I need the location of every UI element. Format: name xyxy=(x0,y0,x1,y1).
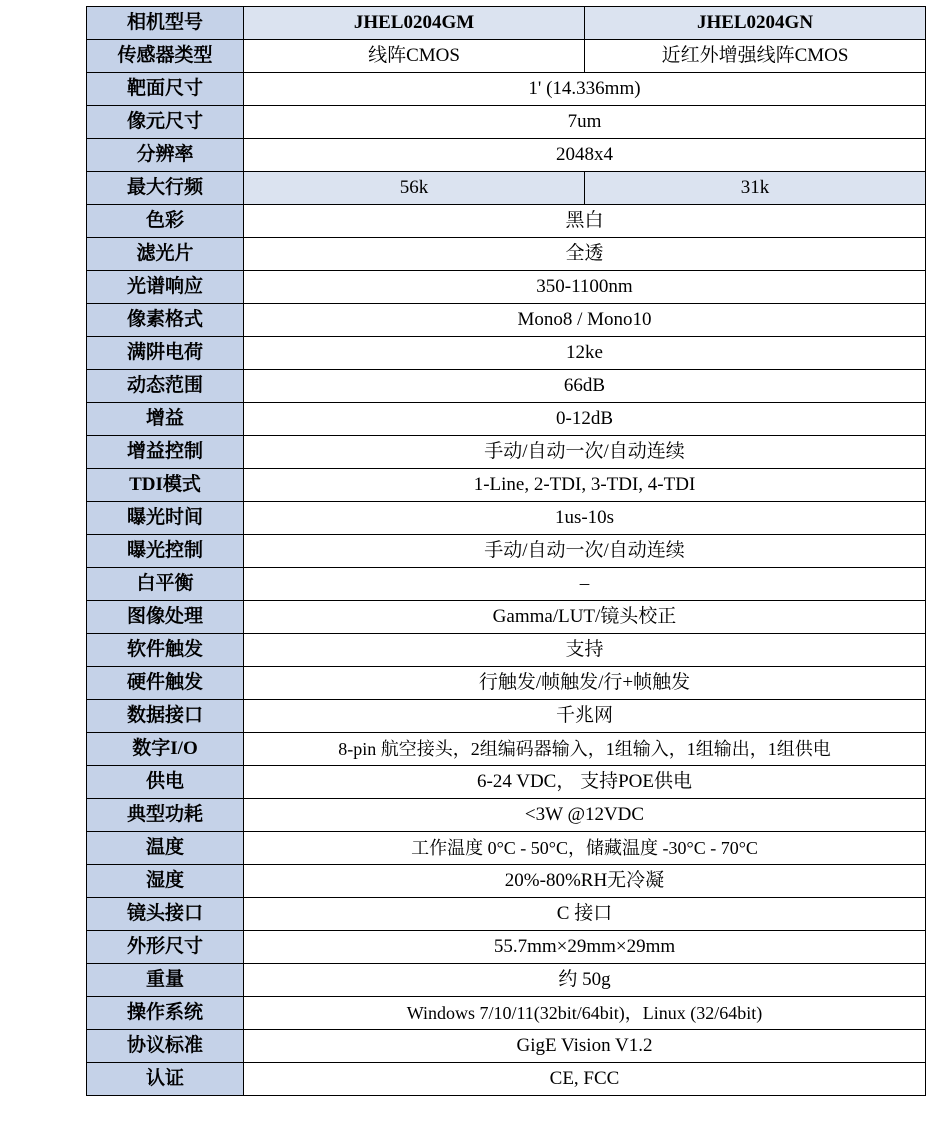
table-row xyxy=(87,700,926,733)
row-label: 最大行频 xyxy=(87,172,244,205)
table-row xyxy=(87,139,926,172)
row-label: 数字I/O xyxy=(87,733,244,766)
row-value: 12ke xyxy=(244,337,926,370)
row-value: 1us-10s xyxy=(244,502,926,535)
table-row xyxy=(87,634,926,667)
row-value: 支持 xyxy=(244,634,926,667)
row-label: 认证 xyxy=(87,1063,244,1096)
row-value: 1-Line, 2-TDI, 3-TDI, 4-TDI xyxy=(244,469,926,502)
row-label: 操作系统 xyxy=(87,997,244,1030)
row-value: – xyxy=(244,568,926,601)
row-value: 350-1100nm xyxy=(244,271,926,304)
table-row xyxy=(87,7,926,40)
table-row xyxy=(87,733,926,766)
row-value: 0-12dB xyxy=(244,403,926,436)
table-row xyxy=(87,931,926,964)
row-label: 曝光时间 xyxy=(87,502,244,535)
table-row xyxy=(87,304,926,337)
row-value-gm: 56k xyxy=(244,172,585,205)
row-value-gn: 近红外增强线阵CMOS xyxy=(585,40,926,73)
row-label: 供电 xyxy=(87,766,244,799)
row-value: 20%-80%RH无冷凝 xyxy=(244,865,926,898)
table-row xyxy=(87,898,926,931)
row-value: 黑白 xyxy=(244,205,926,238)
table-row xyxy=(87,502,926,535)
row-value: 1' (14.336mm) xyxy=(244,73,926,106)
row-label: TDI模式 xyxy=(87,469,244,502)
row-label: 外形尺寸 xyxy=(87,931,244,964)
row-value: 7um xyxy=(244,106,926,139)
table-row xyxy=(87,601,926,634)
table-row xyxy=(87,568,926,601)
row-value: 行触发/帧触发/行+帧触发 xyxy=(244,667,926,700)
row-value: Windows 7/10/11(32bit/64bit)，Linux (32/64bit) xyxy=(244,997,926,1030)
table-row xyxy=(87,238,926,271)
row-label: 传感器类型 xyxy=(87,40,244,73)
row-value: 千兆网 xyxy=(244,700,926,733)
row-value-gn: 31k xyxy=(585,172,926,205)
row-label: 温度 xyxy=(87,832,244,865)
table-row xyxy=(87,403,926,436)
table-row xyxy=(87,766,926,799)
row-label: 靶面尺寸 xyxy=(87,73,244,106)
row-label: 增益控制 xyxy=(87,436,244,469)
row-value: 手动/自动一次/自动连续 xyxy=(244,535,926,568)
row-value: 全透 xyxy=(244,238,926,271)
row-value-gm: 线阵CMOS xyxy=(244,40,585,73)
row-value-gm: JHEL0204GM xyxy=(244,7,585,40)
row-label: 动态范围 xyxy=(87,370,244,403)
table-row xyxy=(87,997,926,1030)
table-row xyxy=(87,436,926,469)
row-value: CE, FCC xyxy=(244,1063,926,1096)
spec-table-body xyxy=(87,7,926,1096)
row-label: 图像处理 xyxy=(87,601,244,634)
table-row xyxy=(87,799,926,832)
row-label: 典型功耗 xyxy=(87,799,244,832)
row-label: 滤光片 xyxy=(87,238,244,271)
row-value-gn: JHEL0204GN xyxy=(585,7,926,40)
row-value: 手动/自动一次/自动连续 xyxy=(244,436,926,469)
table-row xyxy=(87,1063,926,1096)
table-row xyxy=(87,865,926,898)
row-label: 数据接口 xyxy=(87,700,244,733)
table-row xyxy=(87,469,926,502)
row-label: 曝光控制 xyxy=(87,535,244,568)
row-label: 相机型号 xyxy=(87,7,244,40)
table-row xyxy=(87,832,926,865)
table-row xyxy=(87,964,926,997)
camera-spec-table xyxy=(86,6,926,1096)
row-label: 像素格式 xyxy=(87,304,244,337)
table-row xyxy=(87,106,926,139)
row-label: 重量 xyxy=(87,964,244,997)
table-row xyxy=(87,370,926,403)
row-value: Mono8 / Mono10 xyxy=(244,304,926,337)
table-row xyxy=(87,1030,926,1063)
row-label: 软件触发 xyxy=(87,634,244,667)
row-label: 白平衡 xyxy=(87,568,244,601)
table-row xyxy=(87,205,926,238)
row-value: 约 50g xyxy=(244,964,926,997)
row-label: 像元尺寸 xyxy=(87,106,244,139)
row-value: 55.7mm×29mm×29mm xyxy=(244,931,926,964)
row-value: <3W @12VDC xyxy=(244,799,926,832)
row-value: Gamma/LUT/镜头校正 xyxy=(244,601,926,634)
table-row xyxy=(87,667,926,700)
row-label: 协议标准 xyxy=(87,1030,244,1063)
row-label: 镜头接口 xyxy=(87,898,244,931)
row-label: 增益 xyxy=(87,403,244,436)
table-row xyxy=(87,172,926,205)
row-label: 色彩 xyxy=(87,205,244,238)
row-value: GigE Vision V1.2 xyxy=(244,1030,926,1063)
table-row xyxy=(87,271,926,304)
row-label: 湿度 xyxy=(87,865,244,898)
row-label: 硬件触发 xyxy=(87,667,244,700)
row-value: 6-24 VDC， 支持POE供电 xyxy=(244,766,926,799)
row-value: 工作温度 0°C - 50°C，储藏温度 -30°C - 70°C xyxy=(244,832,926,865)
table-row xyxy=(87,40,926,73)
row-value: C 接口 xyxy=(244,898,926,931)
row-value: 2048x4 xyxy=(244,139,926,172)
row-label: 光谱响应 xyxy=(87,271,244,304)
table-row xyxy=(87,73,926,106)
row-label: 分辨率 xyxy=(87,139,244,172)
table-row xyxy=(87,337,926,370)
row-value: 66dB xyxy=(244,370,926,403)
table-row xyxy=(87,535,926,568)
row-value: 8-pin 航空接头，2组编码器输入，1组输入，1组输出，1组供电 xyxy=(244,733,926,766)
row-label: 满阱电荷 xyxy=(87,337,244,370)
